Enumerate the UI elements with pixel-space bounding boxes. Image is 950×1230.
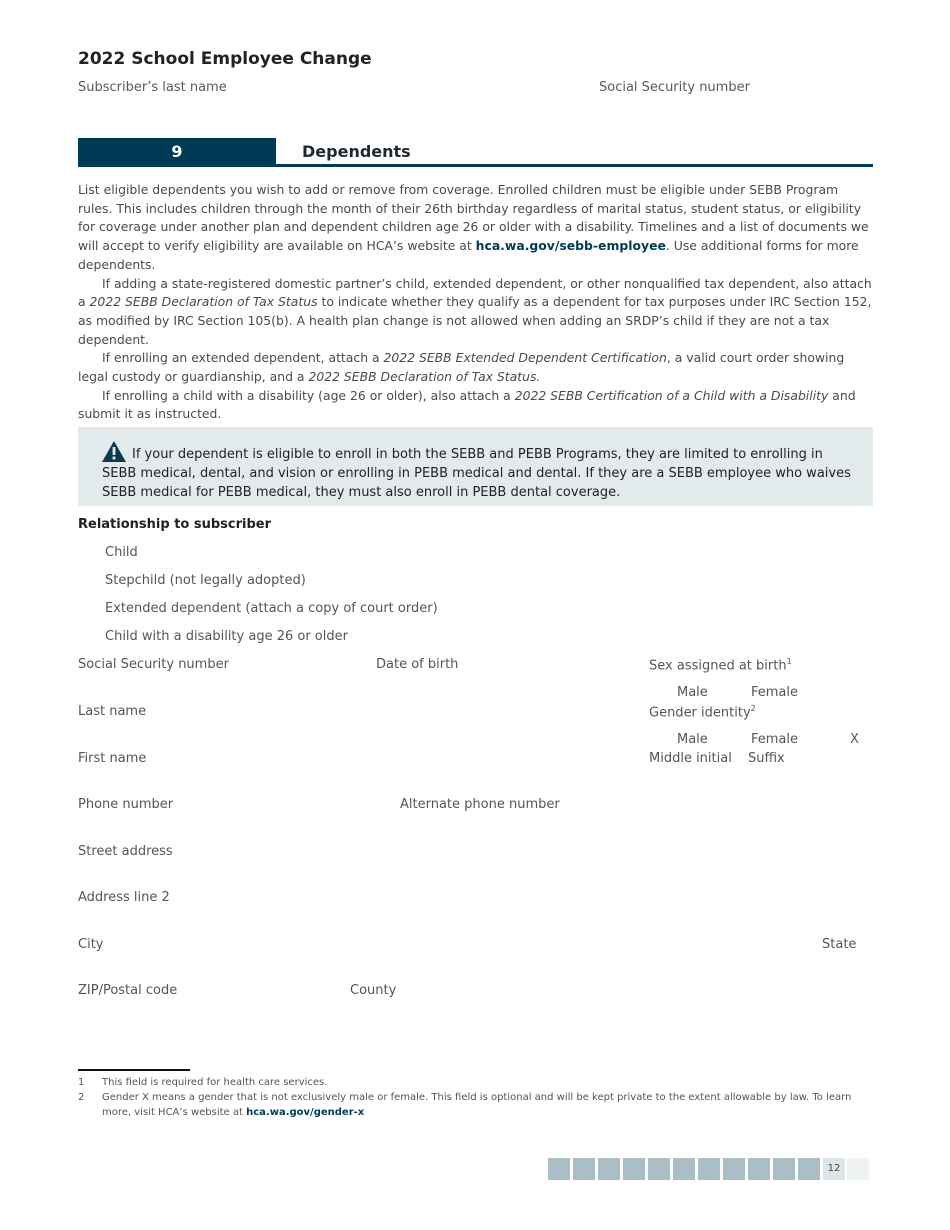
section-rule <box>78 164 873 167</box>
form-title: 2022 School Employee Change <box>78 49 372 69</box>
date-of-birth-field[interactable]: Date of birth <box>376 657 459 672</box>
relationship-option-extended[interactable]: Extended dependent (attach a copy of court order) <box>105 601 438 616</box>
current-page-number: 12 <box>823 1158 845 1180</box>
dependent-ssn-field[interactable]: Social Security number <box>78 657 229 672</box>
alternate-phone-field[interactable]: Alternate phone number <box>400 797 560 812</box>
sebb-employee-link[interactable]: hca.wa.gov/sebb-employee <box>475 238 666 254</box>
county-field[interactable]: County <box>350 983 397 998</box>
relationship-option-stepchild[interactable]: Stepchild (not legally adopted) <box>105 573 306 588</box>
instruction-paragraph: If enrolling an extended dependent, attach a 2022 SEBB Extended Dependent Certification, a valid court order showing legal custody or guardianship, and a 2022 SEBB Declaration of Tax Status. <box>78 350 845 385</box>
page-block[interactable] <box>573 1158 595 1180</box>
state-field[interactable]: State <box>822 937 857 952</box>
phone-number-field[interactable]: Phone number <box>78 797 174 812</box>
footnote-1: 1 This field is required for health care services. <box>78 1077 328 1088</box>
section-number: 9 <box>78 138 276 166</box>
page-block[interactable] <box>623 1158 645 1180</box>
footnote-rule <box>78 1069 190 1071</box>
relationship-label: Relationship to subscriber <box>78 517 272 532</box>
page-block[interactable] <box>723 1158 745 1180</box>
zip-field[interactable]: ZIP/Postal code <box>78 983 178 998</box>
notice-text: If your dependent is eligible to enroll in both the SEBB and PEBB Programs, they are limited to enrolling in SEBB medical, dental, and vision or enrolling in PEBB medical and dental. If they are a SEBB employee who waives SEBB medical for PEBB medical, they must also enroll in PEBB dental coverage. <box>102 447 851 500</box>
street-address-field[interactable]: Street address <box>78 844 173 859</box>
page-block[interactable] <box>548 1158 570 1180</box>
page-block[interactable] <box>847 1158 869 1180</box>
page-block[interactable] <box>698 1158 720 1180</box>
page-block[interactable] <box>798 1158 820 1180</box>
gender-x-option[interactable]: X <box>850 732 859 747</box>
gender-identity-label: Gender identity$^2$ <box>649 704 756 721</box>
instruction-paragraph: If enrolling a child with a disability (age 26 or older), also attach a 2022 SEBB Certification of a Child with a Disability and submit it as instructed. <box>78 387 856 422</box>
gender-male-option[interactable]: Male <box>677 732 708 747</box>
subscriber-last-name-label: Subscriber’s last name <box>78 80 227 95</box>
footnote-2: 2 Gender X means a gender that is not exclusively male or female. This field is optional and will be kept private to the extent allowable by law. To learn more, visit HCA’s website at hca.wa.gov/gender-x <box>78 1092 852 1118</box>
notice-box <box>78 427 873 506</box>
section-title: Dependents <box>302 142 411 161</box>
first-name-field[interactable]: First name <box>78 751 147 766</box>
last-name-field[interactable]: Last name <box>78 704 147 719</box>
instruction-paragraph: If adding a state-registered domestic partner’s child, extended dependent, or other nonqualified tax dependent, also attach a 2022 SEBB Declaration of Tax Status to indicate whether they qualify as a dependent for tax purposes under IRC Section 152, as modified by IRC Section 105(b). A health plan change is not allowed when adding an SRDP’s child if they are not a tax dependent. <box>78 275 872 347</box>
page-block[interactable] <box>598 1158 620 1180</box>
relationship-option-child[interactable]: Child <box>105 545 138 560</box>
city-field[interactable]: City <box>78 937 104 952</box>
suffix-field[interactable]: Suffix <box>748 751 785 766</box>
instruction-paragraph: List eligible dependents you wish to add or remove from coverage. Enrolled children must be eligible under SEBB Program rules. This includes children through the month of their 26th birthday regardless of marital status, student status, or eligibility for coverage under another plan and dependent children age 26 or older with a disability. Timelines and a list of documents we will accept to verify eligibility are available on HCA’s website at hca.wa.gov/sebb-employee. Use additional forms for more dependents. <box>78 182 869 272</box>
gender-x-link[interactable]: hca.wa.gov/gender-x <box>246 1107 365 1118</box>
relationship-option-disability[interactable]: Child with a disability age 26 or older <box>105 629 348 644</box>
middle-initial-field[interactable]: Middle initial <box>649 751 732 766</box>
address-line-2-field[interactable]: Address line 2 <box>78 890 170 905</box>
page-block[interactable] <box>773 1158 795 1180</box>
gender-female-option[interactable]: Female <box>751 732 799 747</box>
page-block[interactable] <box>648 1158 670 1180</box>
sex-female-option[interactable]: Female <box>751 685 799 700</box>
page-block[interactable] <box>748 1158 770 1180</box>
subscriber-ssn-label: Social Security number <box>599 80 750 95</box>
section-header <box>78 138 873 166</box>
warning-icon <box>102 441 126 462</box>
page-block[interactable] <box>673 1158 695 1180</box>
sex-male-option[interactable]: Male <box>677 685 708 700</box>
sex-assigned-label: Sex assigned at birth$^1$ <box>649 657 792 674</box>
instructions <box>78 181 874 424</box>
